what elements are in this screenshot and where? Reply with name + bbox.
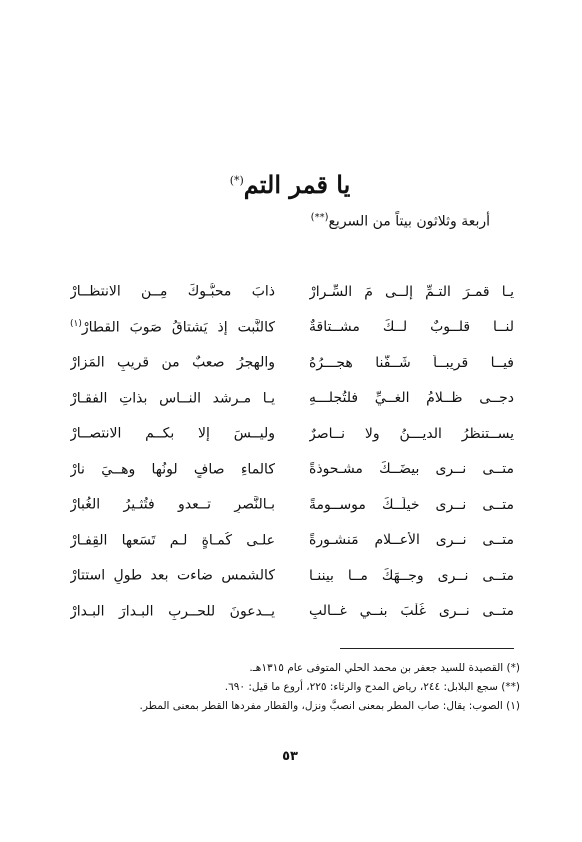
verse-second-hemistich: علـى كُمـاةٍ لـم تَسَعها القِفـارْ [70, 532, 275, 549]
verse-first-hemistich: يســتنظرُ الديـــنُ ولا نــاصرٌ [309, 425, 514, 442]
verse-second-hemistich: ذابَ محبُّـوكَ مِــن الانتظــارْ [70, 284, 275, 301]
verse-second-hemistich: وليــسَ إلا بكــمِ الانتصــارْ [70, 426, 275, 443]
verse-4 [70, 381, 514, 417]
poem-subtitle [262, 208, 490, 232]
page-number: ٥٣ [282, 749, 298, 764]
verse-first-hemistich: يـا قمـرَ التـمِّ إلــى مَ السِّـرارْ [309, 283, 514, 300]
verse-footnote-mark: (١) [70, 318, 82, 329]
footnote-2: (**) سجع البلابل: ٢٤٤، رياض المدح والرثاء: ٢٢٥، أروع ما قيل: ٦٩٠. [224, 681, 520, 693]
verse-6 [70, 452, 514, 488]
verse-8 [70, 523, 514, 559]
verse-7 [70, 487, 514, 523]
footnotes [60, 659, 520, 716]
verse-second-hemistich: كالشمسِ ضاءت بعد طولِ استتارْ [70, 568, 275, 585]
verse-5 [70, 416, 514, 452]
subtitle-footnote-mark: (**) [310, 212, 329, 223]
footnote-1: (*) القصيدة للسيد جعفر بن محمد الحلي المتوفى عام ١٣١٥هـ. [249, 662, 520, 674]
poem-title [180, 166, 400, 200]
poem-subtitle-text: أربعة وثلاثون بيتاً من السريع [328, 213, 490, 230]
verse-first-hemistich: لنــا قلــوبٌ لــكَ مشــتاقةٌ [309, 319, 514, 336]
verse-10 [70, 594, 514, 630]
verse-first-hemistich: متــى نــرى بيضَــكَ مشـحوذةً [309, 461, 514, 478]
footnote-3: (١) الصوب: يقال: صاب المطر بمعنى انصبَّ ونزل، والقطار مفردها القطر بمعنى المطر. [139, 700, 520, 712]
poem-title-text: يا قمر التم [243, 170, 351, 199]
verse-second-hemistich: بـالنَّصرِ تــعدو فتُثـيرُ الغُبارْ [70, 497, 275, 514]
verse-first-hemistich: متــى نــرى وجــهَكَ مــا بيننـا [309, 567, 514, 584]
verse-second-hemistich: يـا مـرشد النــاسِ بذاتِ الفقـارْ [70, 390, 275, 407]
verse-2 [70, 310, 514, 346]
verse-first-hemistich: دجــى ظــلامُ الغــيِّ فلتُجلـــهِ [309, 390, 514, 407]
verse-9 [70, 558, 514, 594]
verse-second-hemistich: يــدعونَ للحــربِ البـدارَ البـدارْ [70, 603, 275, 620]
poem-body [70, 274, 514, 629]
verse-second-hemistich: كالنَّبت إذ يَشتاقُ صَوبَ القطارْ$^{(١)}$ [70, 318, 275, 336]
verse-second-hemistich: والهجرُ صعبٌ من قريبِ المَزارْ [70, 355, 275, 372]
verse-first-hemistich: متــى نــرى خيلَــكَ موســومةً [309, 496, 514, 513]
verse-first-hemistich: فيــا قريبــاً شَــفَّنا هجـــرُهُ [309, 354, 514, 371]
verse-second-hemistich: كالماءِ صافٍ لونُها وهــيَ نارْ [70, 461, 275, 478]
verse-3 [70, 345, 514, 381]
verse-first-hemistich: متــى نــرى غُلْبَ بنــي غــالبٍ [309, 603, 514, 620]
verse-first-hemistich: متــى نــرى الأعــلام مَنشـورةً [309, 532, 514, 549]
footnote-divider [340, 648, 514, 649]
title-footnote-mark: (*) [229, 174, 244, 187]
verse-1 [70, 274, 514, 310]
